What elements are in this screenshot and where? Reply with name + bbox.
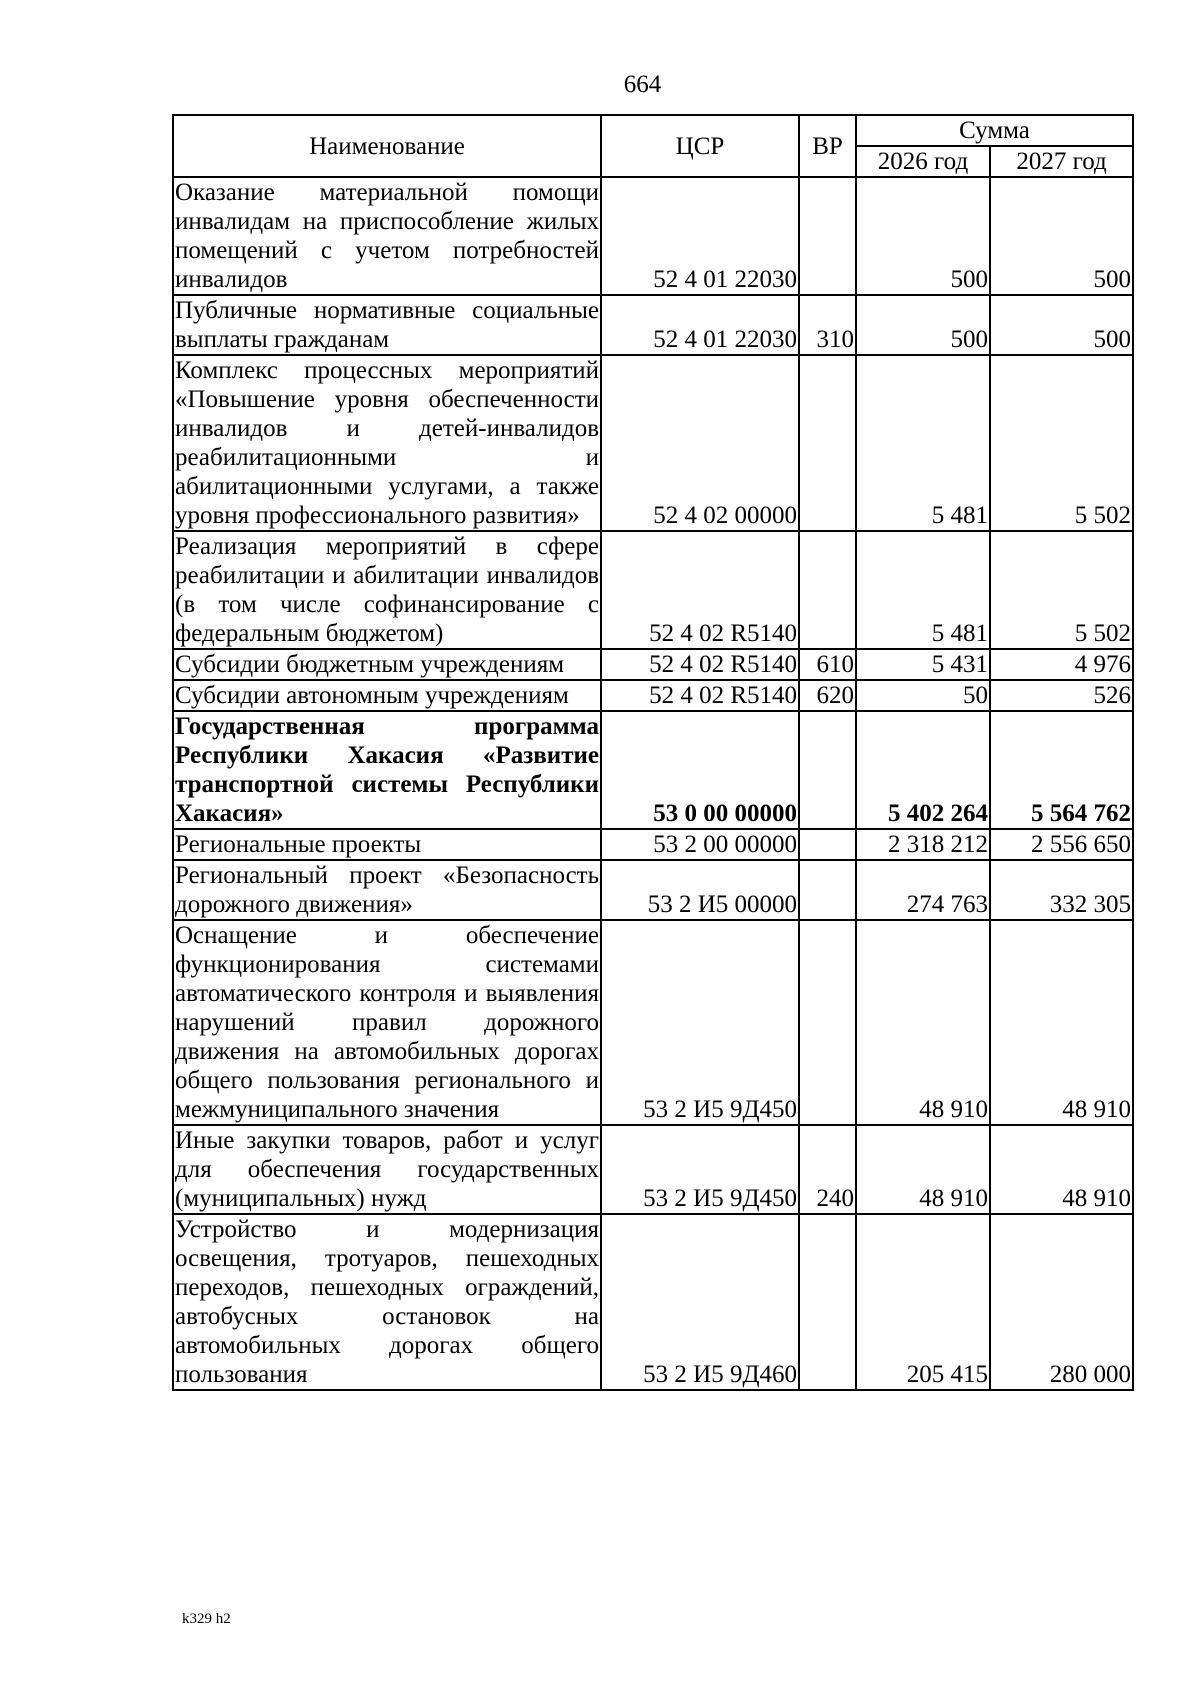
row-vr (799, 177, 856, 295)
row-name: Региональный проект «Безопасность дорожного движения» (175, 862, 599, 918)
row-vr: 310 (799, 295, 856, 355)
row-name: Государственная программа Республики Хакасия «Развитие транспортной системы Республики Хакасия» (175, 713, 599, 827)
table-row (173, 860, 1133, 920)
header-year-2026: 2026 год (856, 146, 990, 177)
row-vr (799, 355, 856, 531)
row-vr (799, 1214, 856, 1390)
table-row (173, 680, 1133, 711)
row-name: Оснащение и обеспечение функционирования системами автоматического контроля и выявления нарушений правил дорожного движения на автомобильных дорогах общего пользования регионального и межмуниципального значения (175, 922, 599, 1123)
row-amount-2027: 500 (990, 177, 1133, 295)
row-amount-2026: 50 (856, 680, 990, 711)
row-csr: 53 2 И5 00000 (601, 860, 799, 920)
row-csr: 52 4 01 22030 (601, 177, 799, 295)
row-csr: 53 2 И5 9Д450 (601, 1125, 799, 1214)
header-csr: ЦСР (601, 115, 799, 177)
table-row (173, 711, 1133, 829)
row-name: Реализация мероприятий в сфере реабилитации и абилитации инвалидов (в том числе софинансирование с федеральным бюджетом) (175, 533, 599, 647)
row-amount-2027: 526 (990, 680, 1133, 711)
header-year-2027: 2027 год (990, 146, 1133, 177)
row-amount-2026: 205 415 (856, 1214, 990, 1390)
row-vr: 240 (799, 1125, 856, 1214)
row-amount-2026: 5 431 (856, 649, 990, 680)
row-amount-2026: 500 (856, 177, 990, 295)
row-csr: 53 2 00 00000 (601, 829, 799, 860)
row-amount-2027: 5 564 762 (990, 711, 1133, 829)
table-row (173, 177, 1133, 295)
row-name: Комплекс процессных мероприятий «Повышение уровня обеспеченности инвалидов и детей-инвалидов реабилитационными и абилитационными услугами, а также уровня профессионального развития» (175, 357, 599, 529)
row-amount-2027: 48 910 (990, 1125, 1133, 1214)
row-vr (799, 829, 856, 860)
table-row (173, 355, 1133, 531)
table-row (173, 829, 1133, 860)
header-name: Наименование (173, 115, 601, 177)
row-amount-2027: 2 556 650 (990, 829, 1133, 860)
header-sum: Сумма (856, 115, 1133, 146)
header-vr: ВР (799, 115, 856, 177)
row-csr: 53 2 И5 9Д450 (601, 920, 799, 1125)
row-vr: 620 (799, 680, 856, 711)
row-name: Публичные нормативные социальные выплаты гражданам (175, 297, 599, 353)
row-amount-2027: 5 502 (990, 531, 1133, 649)
row-name: Иные закупки товаров, работ и услуг для обеспечения государственных (муниципальных) нужд (175, 1127, 599, 1212)
row-csr: 52 4 02 00000 (601, 355, 799, 531)
table-row (173, 920, 1133, 1125)
table-header (173, 115, 1133, 177)
row-amount-2026: 2 318 212 (856, 829, 990, 860)
row-vr (799, 531, 856, 649)
table-row (173, 649, 1133, 680)
row-csr: 52 4 02 R5140 (601, 680, 799, 711)
row-vr: 610 (799, 649, 856, 680)
row-name: Субсидии автономным учреждениям (173, 680, 601, 711)
row-vr (799, 711, 856, 829)
table-row (173, 1125, 1133, 1214)
row-amount-2027: 5 502 (990, 355, 1133, 531)
row-amount-2027: 500 (990, 295, 1133, 355)
footer-code: k329 h2 (182, 1611, 231, 1627)
table-body (173, 177, 1133, 1390)
row-amount-2026: 274 763 (856, 860, 990, 920)
row-amount-2026: 48 910 (856, 1125, 990, 1214)
row-amount-2026: 5 402 264 (856, 711, 990, 829)
row-vr (799, 920, 856, 1125)
row-vr (799, 860, 856, 920)
row-amount-2027: 48 910 (990, 920, 1133, 1125)
row-name: Устройство и модернизация освещения, тротуаров, пешеходных переходов, пешеходных ограждений, автобусных остановок на автомобильных дорогах общего пользования (175, 1216, 599, 1388)
budget-table (172, 114, 1134, 1391)
table-row (173, 295, 1133, 355)
row-amount-2026: 5 481 (856, 355, 990, 531)
row-amount-2026: 5 481 (856, 531, 990, 649)
row-amount-2026: 500 (856, 295, 990, 355)
row-csr: 52 4 01 22030 (601, 295, 799, 355)
row-csr: 53 2 И5 9Д460 (601, 1214, 799, 1390)
row-name: Оказание материальной помощи инвалидам на приспособление жилых помещений с учетом потребностей инвалидов (175, 179, 599, 293)
row-csr: 52 4 02 R5140 (601, 531, 799, 649)
table-row (173, 531, 1133, 649)
row-name: Региональные проекты (173, 829, 601, 860)
row-amount-2027: 332 305 (990, 860, 1133, 920)
row-amount-2027: 4 976 (990, 649, 1133, 680)
row-csr: 53 0 00 00000 (601, 711, 799, 829)
page-number: 664 (623, 71, 662, 98)
table-row (173, 1214, 1133, 1390)
row-csr: 52 4 02 R5140 (601, 649, 799, 680)
row-name: Субсидии бюджетным учреждениям (173, 649, 601, 680)
row-amount-2027: 280 000 (990, 1214, 1133, 1390)
row-amount-2026: 48 910 (856, 920, 990, 1125)
